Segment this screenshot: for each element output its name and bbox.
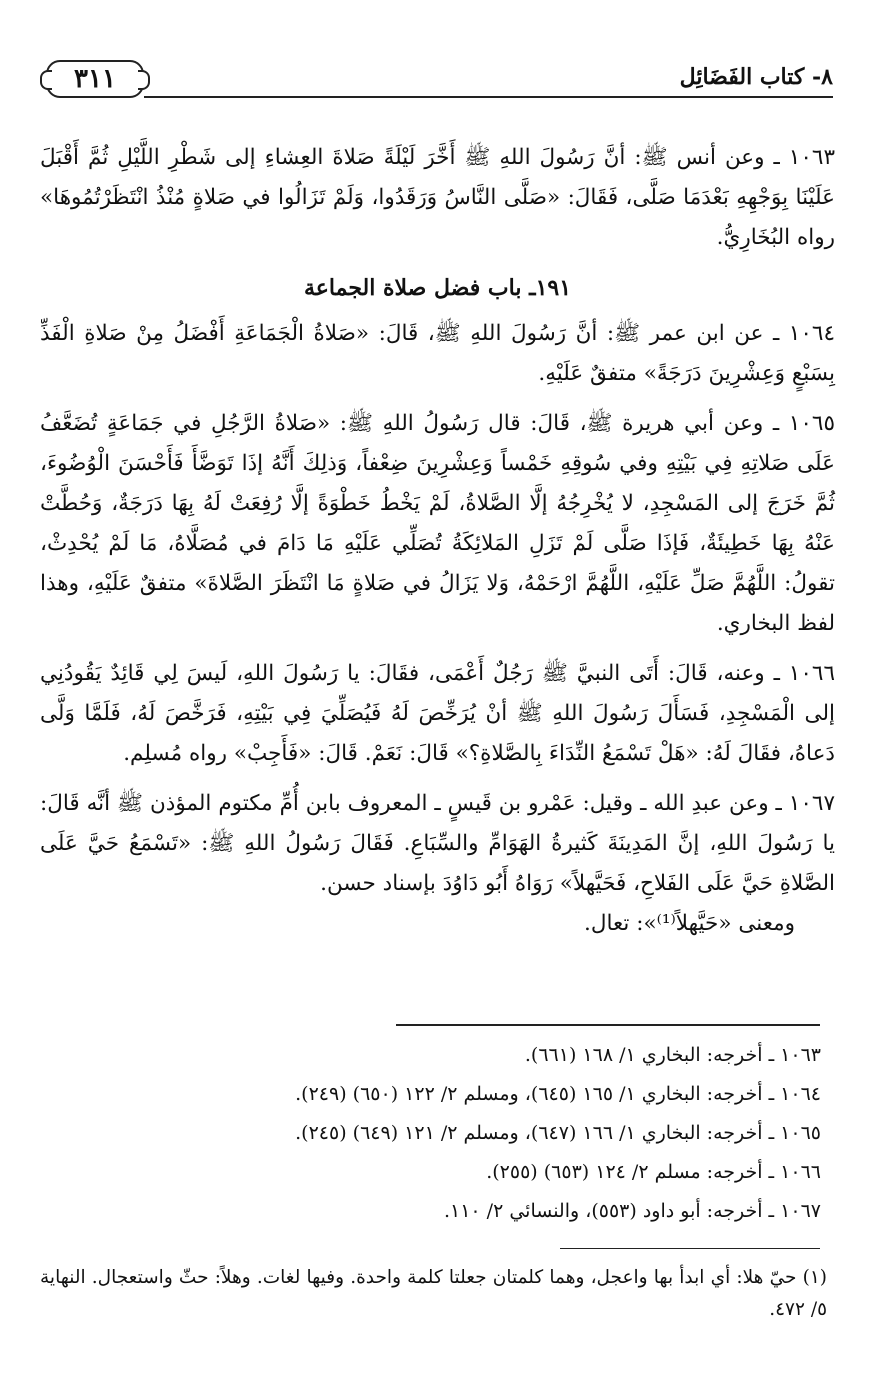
reference-1065: ١٠٦٥ ـ أخرجه: البخاري ١/ ١٦٦ (٦٤٧)، ومسلم ٢/ ١٢١ (٦٤٩) (٢٤٥). bbox=[295, 1122, 821, 1144]
main-text bbox=[40, 138, 835, 954]
hadith-1063: ١٠٦٣ ـ وعن أنس ﷺ: أنَّ رَسُولَ اللهِ ﷺ أَخَّرَ لَيْلَةً صَلاةَ العِشاءِ إلى شَطْرِ اللَّيْلِ ثُمَّ أَقْبَلَ عَلَيْنَا بِوَجْهِهِ بَعْدَمَا صَلَّى، فَقَالَ: «صَلَّى النَّاسُ وَرَقَدُوا، وَلَمْ تَزَالُوا في صَلاةٍ مُنْذُ انْتَظَرْتُمُوهَا» رواه البُخَارِيُّ. bbox=[40, 145, 835, 250]
references bbox=[40, 1036, 821, 1231]
reference-1063: ١٠٦٣ ـ أخرجه: البخاري ١/ ١٦٨ (٦٦١). bbox=[524, 1044, 821, 1066]
page-number: ٣١١ bbox=[46, 60, 144, 98]
footnote: (١) حيّ هلا: أي ابدأ بها واعجل، وهما كلمتان جعلتا كلمة واحدة. وفيها لغات. وهلاً: حثّ واستعجال. النهاية ٥/ ٤٧٢. bbox=[40, 1267, 827, 1320]
running-head: ٨- كتاب الفَضَائِل bbox=[679, 64, 833, 90]
hadith-1064: ١٠٦٤ ـ عن ابن عمر ﷺ: أنَّ رَسُولَ اللهِ ﷺ، قَالَ: «صَلاةُ الْجَمَاعَةِ أَفْضَلُ مِنْ صَلاةِ الْفَذِّ بِسَبْعٍ وَعِشْرِينَ دَرَجَةً» متفقٌ عَلَيْهِ. bbox=[40, 321, 835, 386]
reference-1066: ١٠٦٦ ـ أخرجه: مسلم ٢/ ١٢٤ (٦٥٣) (٢٥٥). bbox=[486, 1161, 821, 1183]
hadith-1065: ١٠٦٥ ـ وعن أبي هريرة ﷺ، قَالَ: قال رَسُولُ اللهِ ﷺ: «صَلاةُ الرَّجُلِ في جَمَاعَةٍ تُضَعَّفُ عَلَى صَلاتِهِ فِي بَيْتِهِ وفي سُوقِهِ خَمْساً وَعِشْرِينَ ضِعْفاً، وَذلِكَ أَنَّهُ إذَا تَوَضَّأَ فَأَحْسَنَ الْوُضُوءَ، ثُمَّ خَرَجَ إلى المَسْجِدِ، لا يُخْرِجُهُ إلَّا الصَّلاةُ، لَمْ يَخْطُ خَطْوَةً إلَّا رُفِعَتْ لَهُ بِهَا دَرَجَةٌ، وَحُطَّتْ عَنْهُ بِهَا خَطِيئَةٌ، فَإذَا صَلَّى لَمْ تَزَلِ المَلائِكَةُ تُصَلِّي عَلَيْهِ مَا دَامَ في مُصَلَّاهُ، مَا لَمْ يُحْدِثْ، تقولُ: اللَّهُمَّ صَلِّ عَلَيْهِ، اللَّهُمَّ ارْحَمْهُ، وَلا يَزَالُ في صَلاةٍ مَا انْتَظَرَ الصَّلاةَ» متفقٌ عَلَيْهِ، وهذا لفظ البخاري. bbox=[40, 411, 835, 636]
hadith-1066: ١٠٦٦ ـ وعنه، قَالَ: أَتَى النبيَّ ﷺ رَجُلٌ أَعْمَى، فقَالَ: يا رَسُولَ اللهِ، لَيسَ لِي قَائِدٌ يَقُودُنِي إلى الْمَسْجِدِ، فَسَأَلَ رَسُولَ اللهِ ﷺ أنْ يُرَخِّصَ لَهُ فَيُصَلِّيَ فِي بَيْتِهِ، فَرَخَّصَ لَهُ، فَلَمَّا وَلَّى دَعاهُ، فقَالَ لَهُ: «هَلْ تَسْمَعُ النِّدَاءَ بِالصَّلاةِ؟» قَالَ: نَعَمْ. قَالَ: «فَأَجِبْ» رواه مُسلِم. bbox=[40, 661, 835, 766]
header-rule bbox=[144, 96, 833, 98]
page-header bbox=[46, 58, 833, 104]
section-title: ١٩١ـ باب فضل صلاة الجماعة bbox=[303, 275, 572, 301]
hadith-1067: ١٠٦٧ ـ وعن عبدِ الله ـ وقيل: عَمْرو بن قَيسٍ ـ المعروف بابن أُمِّ مكتوم المؤذن ﷺ أنَّه قَالَ: يا رَسُولَ اللهِ، إنَّ المَدِينَةَ كَثيرةُ الهَوَامِّ والسِّبَاعِ. فَقَالَ رَسُولُ اللهِ ﷺ: «تَسْمَعُ حَيَّ عَلَى الصَّلاةِ حَيَّ عَلَى الفَلاحِ، فَحَيَّهلاً» رَوَاهُ أَبُو دَاوُدَ بإسناد حسن. bbox=[40, 791, 835, 896]
references-rule bbox=[396, 1024, 820, 1026]
hadith-1067-meaning: ومعنى «حَيَّهلاً⁽¹⁾»: تعال. bbox=[584, 911, 795, 936]
reference-1067: ١٠٦٧ ـ أخرجه: أبو داود (٥٥٣)، والنسائي ٢/ ١١٠. bbox=[443, 1200, 821, 1222]
footnote-rule bbox=[560, 1248, 820, 1249]
reference-1064: ١٠٦٤ ـ أخرجه: البخاري ١/ ١٦٥ (٦٤٥)، ومسلم ٢/ ١٢٢ (٦٥٠) (٢٤٩). bbox=[295, 1083, 821, 1105]
